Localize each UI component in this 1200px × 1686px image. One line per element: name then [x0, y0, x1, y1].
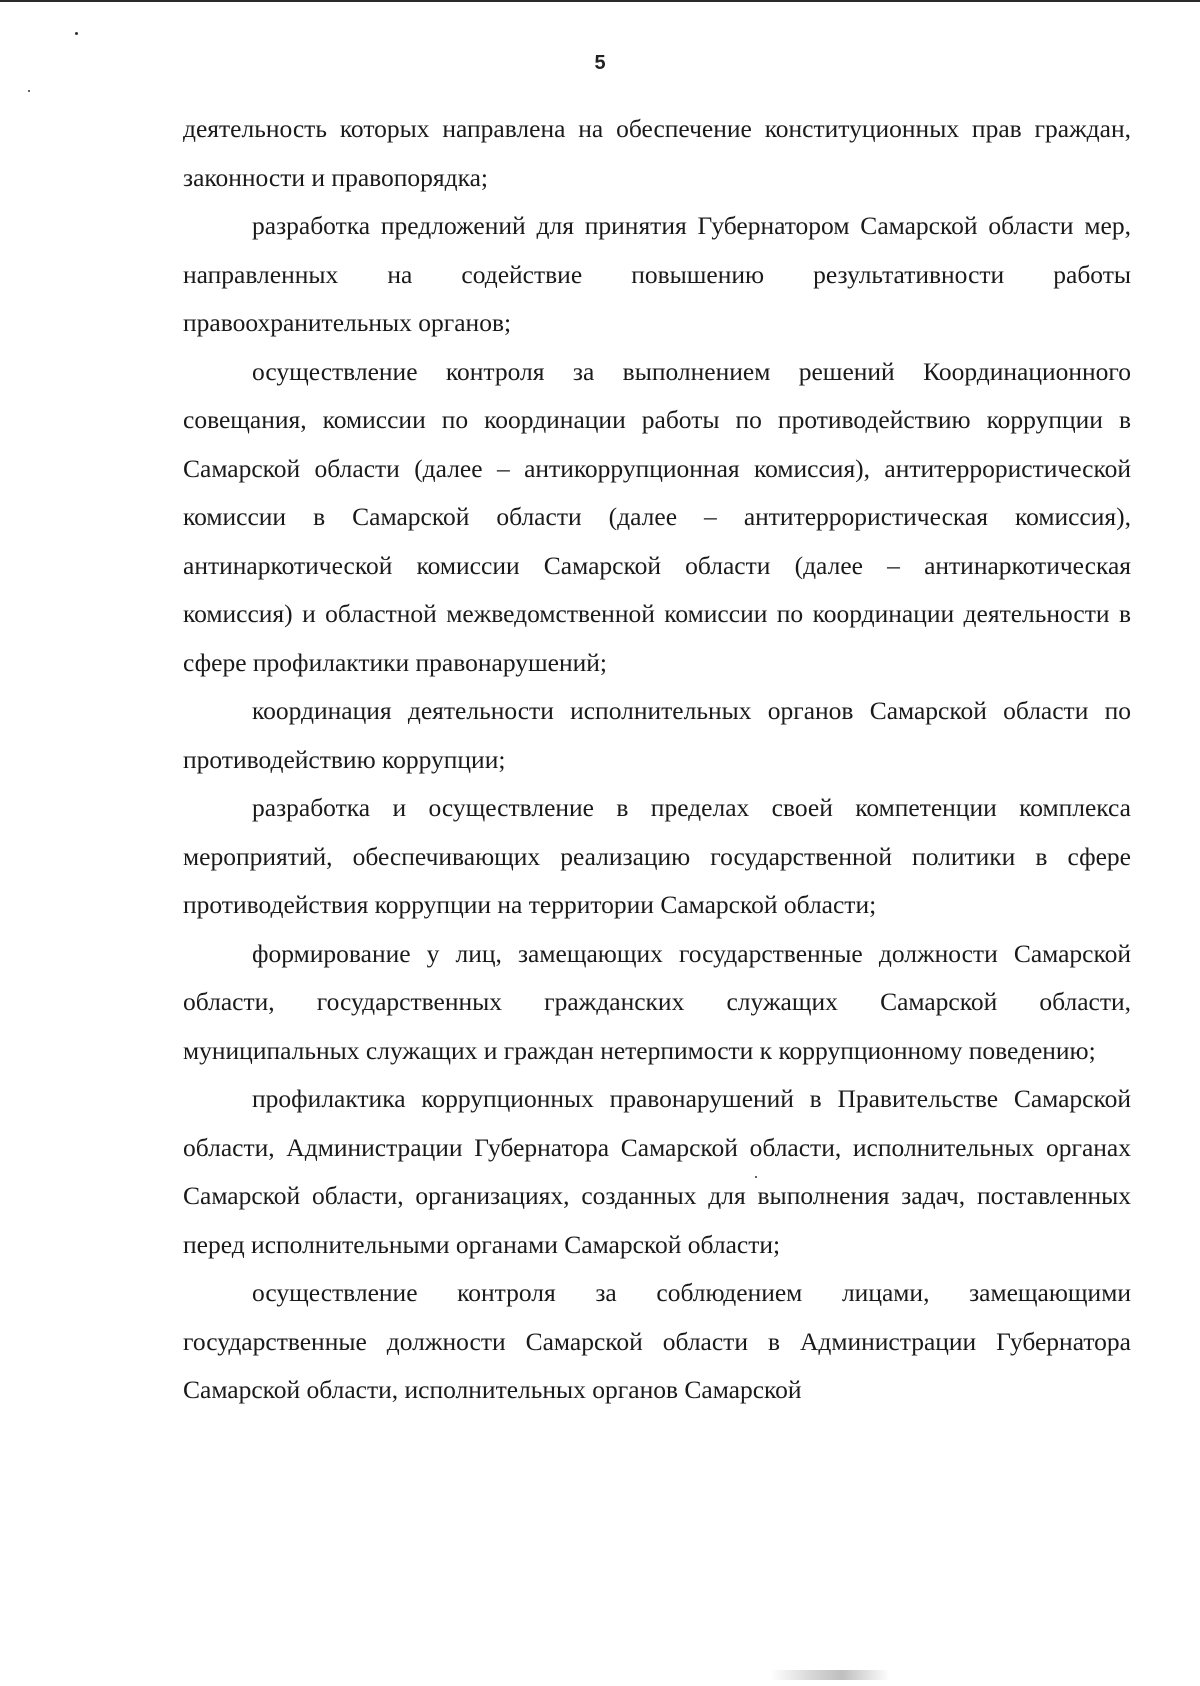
paragraph: осуществление контроля за соблюдением лицами, замещающими государственные должности Самарской области в Администрации Губернатора Самарской области, исполнительных органов Самарской [183, 1278, 1131, 1404]
paragraph: разработка предложений для принятия Губернатором Самарской области мер, направленных на содействие повышению результативности работы правоохранительных органов; [183, 211, 1131, 337]
paragraph: деятельность которых направлена на обеспечение конституционных прав граждан, законности и правопорядка; [183, 114, 1131, 192]
paragraph: профилактика коррупционных правонарушений в Правительстве Самарской области, Администрации Губернатора Самарской области, исполнительных органах Самарской области, организациях, созданных для выполнения задач, поставленных перед исполнительными органами Самарской области; [183, 1084, 1131, 1259]
paragraph: координация деятельности исполнительных органов Самарской области по противодействию коррупции; [183, 696, 1131, 774]
paragraph: формирование у лиц, замещающих государственные должности Самарской области, государственных гражданских служащих Самарской области, муниципальных служащих и граждан нетерпимости к коррупционному поведению; [183, 938, 1131, 1065]
scan-speck [28, 90, 30, 92]
scan-speck [75, 32, 78, 35]
paragraph: осуществление контроля за выполнением решений Координационного совещания, комиссии по координации работы по противодействию коррупции в Самарской области (далее – антикоррупционная комиссия), антитеррористической комиссии в Самарской области (далее – антитеррористическая комиссия), антинаркотической комиссии Самарской области (далее – антинаркотическая комиссия) и областной межведомственной комиссии по координации деятельности в сфере профилактики правонарушений; [183, 356, 1131, 677]
scan-smudge [770, 1670, 890, 1680]
paragraph: разработка и осуществление в пределах своей компетенции комплекса мероприятий, обеспечивающих реализацию государственной политики в сфере противодействия коррупции на территории Самарской области; [183, 793, 1131, 919]
scan-edge-line [0, 0, 1200, 2]
document-body [183, 105, 1131, 1415]
page-number: 5 [594, 52, 606, 74]
